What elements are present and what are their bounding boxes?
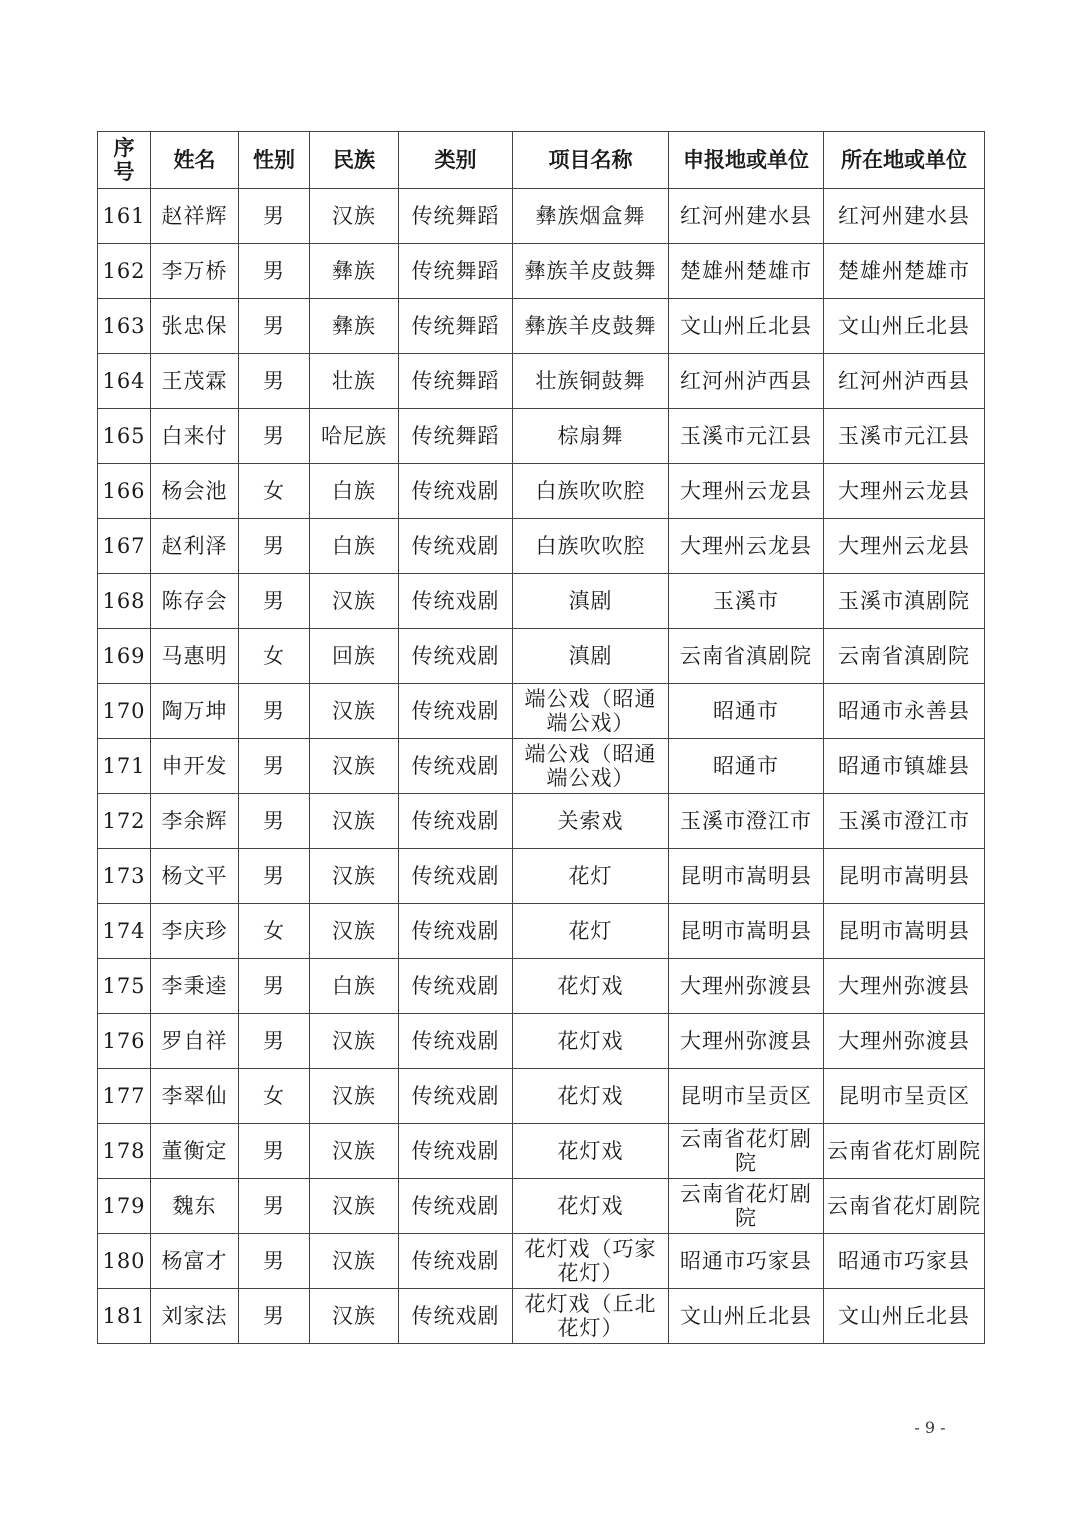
inheritor-table xyxy=(97,131,985,1344)
cell-gender: 男 xyxy=(239,299,310,354)
cell-applicant: 玉溪市澄江市 xyxy=(669,794,824,849)
cell-project: 彝族烟盒舞 xyxy=(513,189,669,244)
cell-gender: 男 xyxy=(239,1179,310,1234)
cell-applicant: 昭通市 xyxy=(669,684,824,739)
cell-location: 楚雄州楚雄市 xyxy=(824,244,985,299)
cell-seq: 179 xyxy=(98,1179,151,1234)
cell-project: 白族吹吹腔 xyxy=(513,519,669,574)
header-category: 类别 xyxy=(399,132,513,189)
cell-gender: 男 xyxy=(239,244,310,299)
page-number: - 9 - xyxy=(914,1418,946,1437)
cell-category: 传统戏剧 xyxy=(399,739,513,794)
cell-seq: 169 xyxy=(98,629,151,684)
cell-seq: 176 xyxy=(98,1014,151,1069)
header-applicant: 申报地或单位 xyxy=(669,132,824,189)
table-row xyxy=(98,1289,985,1344)
cell-ethnicity: 汉族 xyxy=(310,1124,399,1179)
cell-project: 彝族羊皮鼓舞 xyxy=(513,299,669,354)
cell-project: 端公戏（昭通端公戏） xyxy=(513,684,669,739)
cell-ethnicity: 汉族 xyxy=(310,1014,399,1069)
cell-name: 董衡定 xyxy=(151,1124,239,1179)
cell-project: 花灯 xyxy=(513,849,669,904)
cell-project: 端公戏（昭通端公戏） xyxy=(513,739,669,794)
cell-name: 杨会池 xyxy=(151,464,239,519)
cell-location: 昆明市嵩明县 xyxy=(824,904,985,959)
cell-location: 昆明市嵩明县 xyxy=(824,849,985,904)
cell-category: 传统戏剧 xyxy=(399,1014,513,1069)
cell-ethnicity: 回族 xyxy=(310,629,399,684)
table-header-row xyxy=(98,132,985,189)
cell-applicant: 大理州弥渡县 xyxy=(669,1014,824,1069)
table-row xyxy=(98,1179,985,1234)
table-row xyxy=(98,684,985,739)
cell-project: 彝族羊皮鼓舞 xyxy=(513,244,669,299)
cell-seq: 163 xyxy=(98,299,151,354)
header-seq xyxy=(98,132,151,189)
cell-gender: 女 xyxy=(239,904,310,959)
cell-location: 云南省花灯剧院 xyxy=(824,1124,985,1179)
cell-location: 玉溪市澄江市 xyxy=(824,794,985,849)
cell-gender: 男 xyxy=(239,1289,310,1344)
cell-gender: 男 xyxy=(239,959,310,1014)
cell-ethnicity: 汉族 xyxy=(310,1234,399,1289)
cell-category: 传统戏剧 xyxy=(399,849,513,904)
cell-applicant: 玉溪市元江县 xyxy=(669,409,824,464)
cell-location: 红河州泸西县 xyxy=(824,354,985,409)
cell-category: 传统戏剧 xyxy=(399,574,513,629)
cell-gender: 男 xyxy=(239,1234,310,1289)
table-row xyxy=(98,739,985,794)
cell-project: 花灯戏 xyxy=(513,959,669,1014)
cell-name: 陶万坤 xyxy=(151,684,239,739)
cell-name: 罗自祥 xyxy=(151,1014,239,1069)
cell-name: 李余辉 xyxy=(151,794,239,849)
cell-applicant: 文山州丘北县 xyxy=(669,299,824,354)
cell-applicant: 红河州建水县 xyxy=(669,189,824,244)
cell-ethnicity: 汉族 xyxy=(310,574,399,629)
cell-category: 传统戏剧 xyxy=(399,1124,513,1179)
cell-seq: 168 xyxy=(98,574,151,629)
cell-applicant: 文山州丘北县 xyxy=(669,1289,824,1344)
header-seq-label: 序 号 xyxy=(113,136,135,184)
cell-location: 大理州云龙县 xyxy=(824,519,985,574)
cell-name: 张忠保 xyxy=(151,299,239,354)
cell-gender: 男 xyxy=(239,409,310,464)
cell-name: 杨文平 xyxy=(151,849,239,904)
cell-location: 大理州云龙县 xyxy=(824,464,985,519)
cell-seq: 171 xyxy=(98,739,151,794)
cell-project: 滇剧 xyxy=(513,574,669,629)
cell-name: 刘家法 xyxy=(151,1289,239,1344)
cell-seq: 166 xyxy=(98,464,151,519)
table-row xyxy=(98,464,985,519)
cell-location: 云南省滇剧院 xyxy=(824,629,985,684)
header-name: 姓名 xyxy=(151,132,239,189)
cell-gender: 男 xyxy=(239,1124,310,1179)
cell-seq: 172 xyxy=(98,794,151,849)
cell-ethnicity: 汉族 xyxy=(310,849,399,904)
cell-gender: 男 xyxy=(239,354,310,409)
cell-location: 红河州建水县 xyxy=(824,189,985,244)
cell-name: 魏东 xyxy=(151,1179,239,1234)
cell-category: 传统舞蹈 xyxy=(399,299,513,354)
cell-project: 花灯戏 xyxy=(513,1124,669,1179)
cell-category: 传统舞蹈 xyxy=(399,409,513,464)
cell-name: 杨富才 xyxy=(151,1234,239,1289)
cell-ethnicity: 汉族 xyxy=(310,1069,399,1124)
cell-seq: 180 xyxy=(98,1234,151,1289)
cell-name: 王茂霖 xyxy=(151,354,239,409)
cell-gender: 男 xyxy=(239,519,310,574)
cell-name: 陈存会 xyxy=(151,574,239,629)
cell-ethnicity: 汉族 xyxy=(310,684,399,739)
table-row xyxy=(98,299,985,354)
table-row xyxy=(98,1124,985,1179)
cell-ethnicity: 哈尼族 xyxy=(310,409,399,464)
cell-ethnicity: 彝族 xyxy=(310,244,399,299)
cell-seq: 175 xyxy=(98,959,151,1014)
table-row xyxy=(98,574,985,629)
table-body xyxy=(98,189,985,1344)
table-row xyxy=(98,1014,985,1069)
cell-gender: 男 xyxy=(239,794,310,849)
cell-applicant: 昆明市呈贡区 xyxy=(669,1069,824,1124)
cell-name: 马惠明 xyxy=(151,629,239,684)
cell-project: 滇剧 xyxy=(513,629,669,684)
cell-seq: 165 xyxy=(98,409,151,464)
cell-ethnicity: 汉族 xyxy=(310,1289,399,1344)
table-row xyxy=(98,519,985,574)
cell-ethnicity: 壮族 xyxy=(310,354,399,409)
cell-category: 传统戏剧 xyxy=(399,794,513,849)
cell-applicant: 云南省花灯剧院 xyxy=(669,1179,824,1234)
cell-applicant: 大理州云龙县 xyxy=(669,519,824,574)
table-row xyxy=(98,959,985,1014)
cell-category: 传统戏剧 xyxy=(399,1069,513,1124)
cell-ethnicity: 白族 xyxy=(310,464,399,519)
cell-location: 文山州丘北县 xyxy=(824,299,985,354)
cell-ethnicity: 汉族 xyxy=(310,189,399,244)
cell-applicant: 大理州弥渡县 xyxy=(669,959,824,1014)
cell-location: 昭通市镇雄县 xyxy=(824,739,985,794)
cell-name: 李翠仙 xyxy=(151,1069,239,1124)
cell-location: 昆明市呈贡区 xyxy=(824,1069,985,1124)
cell-gender: 女 xyxy=(239,1069,310,1124)
cell-project: 花灯戏（巧家花灯） xyxy=(513,1234,669,1289)
cell-seq: 164 xyxy=(98,354,151,409)
cell-category: 传统戏剧 xyxy=(399,684,513,739)
cell-category: 传统戏剧 xyxy=(399,629,513,684)
cell-gender: 男 xyxy=(239,574,310,629)
cell-ethnicity: 彝族 xyxy=(310,299,399,354)
cell-applicant: 昆明市嵩明县 xyxy=(669,849,824,904)
cell-category: 传统戏剧 xyxy=(399,904,513,959)
cell-gender: 女 xyxy=(239,629,310,684)
cell-seq: 173 xyxy=(98,849,151,904)
cell-gender: 女 xyxy=(239,464,310,519)
cell-ethnicity: 白族 xyxy=(310,519,399,574)
cell-name: 李庆珍 xyxy=(151,904,239,959)
table-row xyxy=(98,849,985,904)
cell-location: 大理州弥渡县 xyxy=(824,1014,985,1069)
cell-category: 传统戏剧 xyxy=(399,1234,513,1289)
cell-project: 花灯 xyxy=(513,904,669,959)
cell-applicant: 昭通市巧家县 xyxy=(669,1234,824,1289)
table-row xyxy=(98,1069,985,1124)
cell-project: 壮族铜鼓舞 xyxy=(513,354,669,409)
cell-applicant: 云南省滇剧院 xyxy=(669,629,824,684)
table-row xyxy=(98,189,985,244)
cell-project: 棕扇舞 xyxy=(513,409,669,464)
cell-project: 花灯戏 xyxy=(513,1069,669,1124)
table-row xyxy=(98,409,985,464)
cell-project: 花灯戏 xyxy=(513,1179,669,1234)
header-location: 所在地或单位 xyxy=(824,132,985,189)
cell-gender: 男 xyxy=(239,849,310,904)
cell-category: 传统戏剧 xyxy=(399,959,513,1014)
table-row xyxy=(98,1234,985,1289)
cell-applicant: 云南省花灯剧院 xyxy=(669,1124,824,1179)
table-row xyxy=(98,794,985,849)
cell-applicant: 昭通市 xyxy=(669,739,824,794)
cell-ethnicity: 汉族 xyxy=(310,794,399,849)
cell-project: 花灯戏 xyxy=(513,1014,669,1069)
cell-seq: 177 xyxy=(98,1069,151,1124)
cell-ethnicity: 白族 xyxy=(310,959,399,1014)
cell-name: 李秉逵 xyxy=(151,959,239,1014)
cell-ethnicity: 汉族 xyxy=(310,739,399,794)
cell-ethnicity: 汉族 xyxy=(310,904,399,959)
cell-seq: 178 xyxy=(98,1124,151,1179)
table-row xyxy=(98,629,985,684)
cell-project: 白族吹吹腔 xyxy=(513,464,669,519)
cell-project: 关索戏 xyxy=(513,794,669,849)
cell-applicant: 大理州云龙县 xyxy=(669,464,824,519)
cell-name: 赵祥辉 xyxy=(151,189,239,244)
cell-project: 花灯戏（丘北花灯） xyxy=(513,1289,669,1344)
cell-seq: 162 xyxy=(98,244,151,299)
cell-category: 传统舞蹈 xyxy=(399,189,513,244)
cell-seq: 161 xyxy=(98,189,151,244)
cell-category: 传统舞蹈 xyxy=(399,244,513,299)
header-ethnicity: 民族 xyxy=(310,132,399,189)
cell-applicant: 玉溪市 xyxy=(669,574,824,629)
cell-name: 赵利泽 xyxy=(151,519,239,574)
cell-gender: 男 xyxy=(239,189,310,244)
cell-applicant: 昆明市嵩明县 xyxy=(669,904,824,959)
cell-location: 昭通市永善县 xyxy=(824,684,985,739)
cell-name: 申开发 xyxy=(151,739,239,794)
cell-location: 玉溪市滇剧院 xyxy=(824,574,985,629)
cell-category: 传统舞蹈 xyxy=(399,354,513,409)
cell-location: 昭通市巧家县 xyxy=(824,1234,985,1289)
cell-category: 传统戏剧 xyxy=(399,1289,513,1344)
cell-applicant: 楚雄州楚雄市 xyxy=(669,244,824,299)
cell-gender: 男 xyxy=(239,739,310,794)
header-project: 项目名称 xyxy=(513,132,669,189)
cell-location: 文山州丘北县 xyxy=(824,1289,985,1344)
cell-gender: 男 xyxy=(239,684,310,739)
cell-category: 传统戏剧 xyxy=(399,464,513,519)
cell-location: 玉溪市元江县 xyxy=(824,409,985,464)
cell-name: 李万桥 xyxy=(151,244,239,299)
cell-applicant: 红河州泸西县 xyxy=(669,354,824,409)
cell-location: 云南省花灯剧院 xyxy=(824,1179,985,1234)
cell-seq: 181 xyxy=(98,1289,151,1344)
header-gender: 性别 xyxy=(239,132,310,189)
cell-ethnicity: 汉族 xyxy=(310,1179,399,1234)
cell-name: 白来付 xyxy=(151,409,239,464)
cell-category: 传统戏剧 xyxy=(399,519,513,574)
cell-seq: 170 xyxy=(98,684,151,739)
table-row xyxy=(98,244,985,299)
table-row xyxy=(98,354,985,409)
cell-seq: 174 xyxy=(98,904,151,959)
cell-seq: 167 xyxy=(98,519,151,574)
cell-gender: 男 xyxy=(239,1014,310,1069)
cell-location: 大理州弥渡县 xyxy=(824,959,985,1014)
cell-category: 传统戏剧 xyxy=(399,1179,513,1234)
table-row xyxy=(98,904,985,959)
